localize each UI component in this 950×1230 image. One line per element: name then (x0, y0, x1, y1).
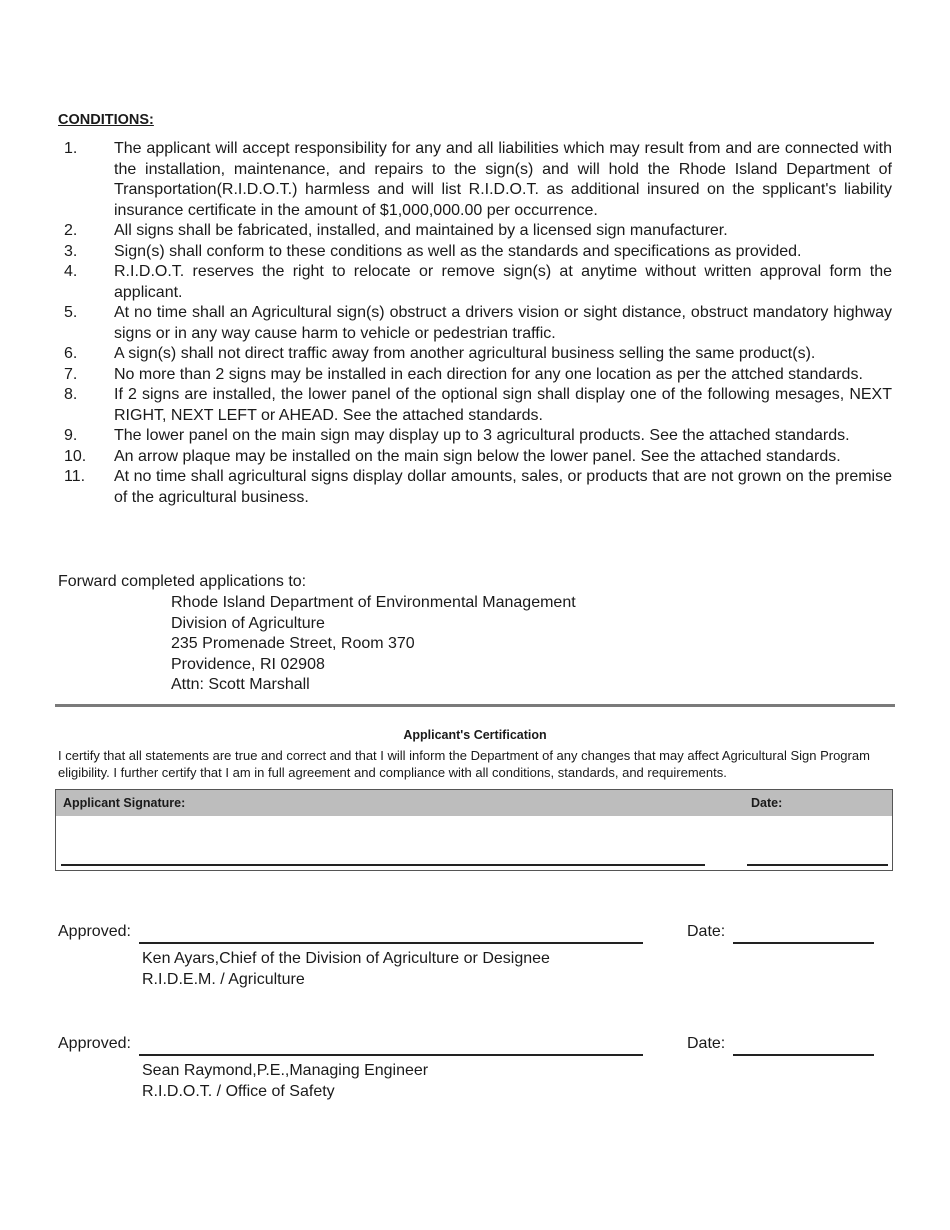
applicant-signature-label: Applicant Signature: (63, 796, 186, 810)
approver-name-2: Sean Raymond,P.E.,Managing Engineer (142, 1062, 429, 1079)
condition-text: The applicant will accept responsibility for any and all liabilities which may result from and are connected with the installation, maintenance, and repairs to the sign(s) and will hold the Rhode Island Department of Transportation(R.I.D.O.T.) harmless and will list R.I.D.O.T. as additional insured on the spplicant's liability insurance certificate in the amount of $1,000,000.00 per occurrence. (114, 140, 892, 219)
approver-name-1: Ken Ayars,Chief of the Division of Agriculture or Designee (142, 950, 550, 967)
signature-box-header (56, 790, 892, 816)
condition-text: R.I.D.O.T. reserves the right to relocate or remove sign(s) at anytime without written approval form the applicant. (114, 263, 892, 301)
approver-org-2: R.I.D.O.T. / Office of Safety (142, 1083, 335, 1100)
condition-item (58, 344, 892, 365)
condition-item (58, 221, 892, 242)
forward-label: Forward completed applications to: (58, 573, 307, 590)
condition-text: Sign(s) shall conform to these conditions as well as the standards and specifications as provided. (114, 242, 802, 260)
address-line: Rhode Island Department of Environmental Management (171, 594, 576, 611)
approval-date-label-1: Date: (687, 923, 726, 940)
section-divider (55, 704, 895, 707)
condition-text: At no time shall an Agricultural sign(s) obstruct a drivers vision or sight distance, obstruct mandatory highway signs or in any way cause harm to vehicle or pedestrian traffic. (114, 304, 892, 342)
signature-date-label: Date: (751, 796, 783, 810)
approver-org-1: R.I.D.E.M. / Agriculture (142, 971, 305, 988)
applicant-signature-field[interactable] (61, 864, 705, 866)
address-line: 235 Promenade Street, Room 370 (171, 635, 415, 652)
approved-label-2: Approved: (58, 1035, 131, 1052)
condition-text: If 2 signs are installed, the lower panel of the optional sign shall display one of the following mesages, NEXT RIGHT, NEXT LEFT or AHEAD. See the attached standards. (114, 386, 892, 424)
condition-number: 3. (64, 242, 78, 260)
condition-number: 7. (64, 365, 78, 383)
condition-item (58, 242, 892, 263)
condition-text: An arrow plaque may be installed on the main sign below the lower panel. See the attached standards. (114, 447, 841, 465)
certification-title: Applicant's Certification (403, 728, 547, 742)
condition-number: 10. (64, 447, 87, 465)
approval-signature-line-2[interactable] (139, 1054, 643, 1056)
conditions-list (58, 139, 892, 508)
condition-text: A sign(s) shall not direct traffic away from another agricultural business selling the same product(s). (114, 345, 816, 362)
condition-text: At no time shall agricultural signs display dollar amounts, sales, or products that are not grown on the premise of the agricultural business. (114, 468, 892, 506)
address-line: Division of Agriculture (171, 614, 325, 632)
approval-date-line-1[interactable] (733, 942, 874, 944)
condition-item (58, 262, 892, 303)
condition-number: 8. (64, 386, 78, 403)
condition-item (58, 385, 892, 426)
condition-text: No more than 2 signs may be installed in each direction for any one location as per the attched standards. (114, 365, 863, 383)
approval-signature-line-1[interactable] (139, 942, 643, 944)
condition-number: 5. (64, 304, 78, 321)
condition-item (58, 303, 892, 344)
approval-date-line-2[interactable] (733, 1054, 874, 1056)
condition-number: 6. (64, 345, 78, 362)
condition-number: 1. (64, 140, 78, 157)
applicant-date-field[interactable] (747, 864, 888, 866)
conditions-heading: CONDITIONS: (58, 112, 154, 128)
condition-number: 9. (64, 427, 78, 444)
address-line: Providence, RI 02908 (171, 655, 325, 673)
condition-number: 11. (64, 468, 86, 485)
condition-text: All signs shall be fabricated, installed, and maintained by a licensed sign manufacturer. (114, 222, 728, 239)
condition-item (58, 467, 892, 508)
applicant-signature-box (55, 789, 893, 871)
condition-text: The lower panel on the main sign may display up to 3 agricultural products. See the attached standards. (114, 427, 850, 444)
condition-item (58, 139, 892, 221)
approved-label-1: Approved: (58, 923, 131, 940)
certification-text: I certify that all statements are true and correct and that I will inform the Department of any changes that may affect Agricultural Sign Program eligibility. I further certify that I am in full agreement and compliance with all conditions, standards, and requirements. (58, 748, 870, 780)
condition-item (58, 426, 892, 447)
condition-item (58, 365, 892, 386)
mailing-address (171, 593, 576, 696)
address-line: Attn: Scott Marshall (171, 676, 310, 693)
approval-date-label-2: Date: (687, 1035, 726, 1052)
condition-item (58, 447, 892, 468)
condition-number: 2. (64, 222, 78, 239)
condition-number: 4. (64, 263, 78, 280)
